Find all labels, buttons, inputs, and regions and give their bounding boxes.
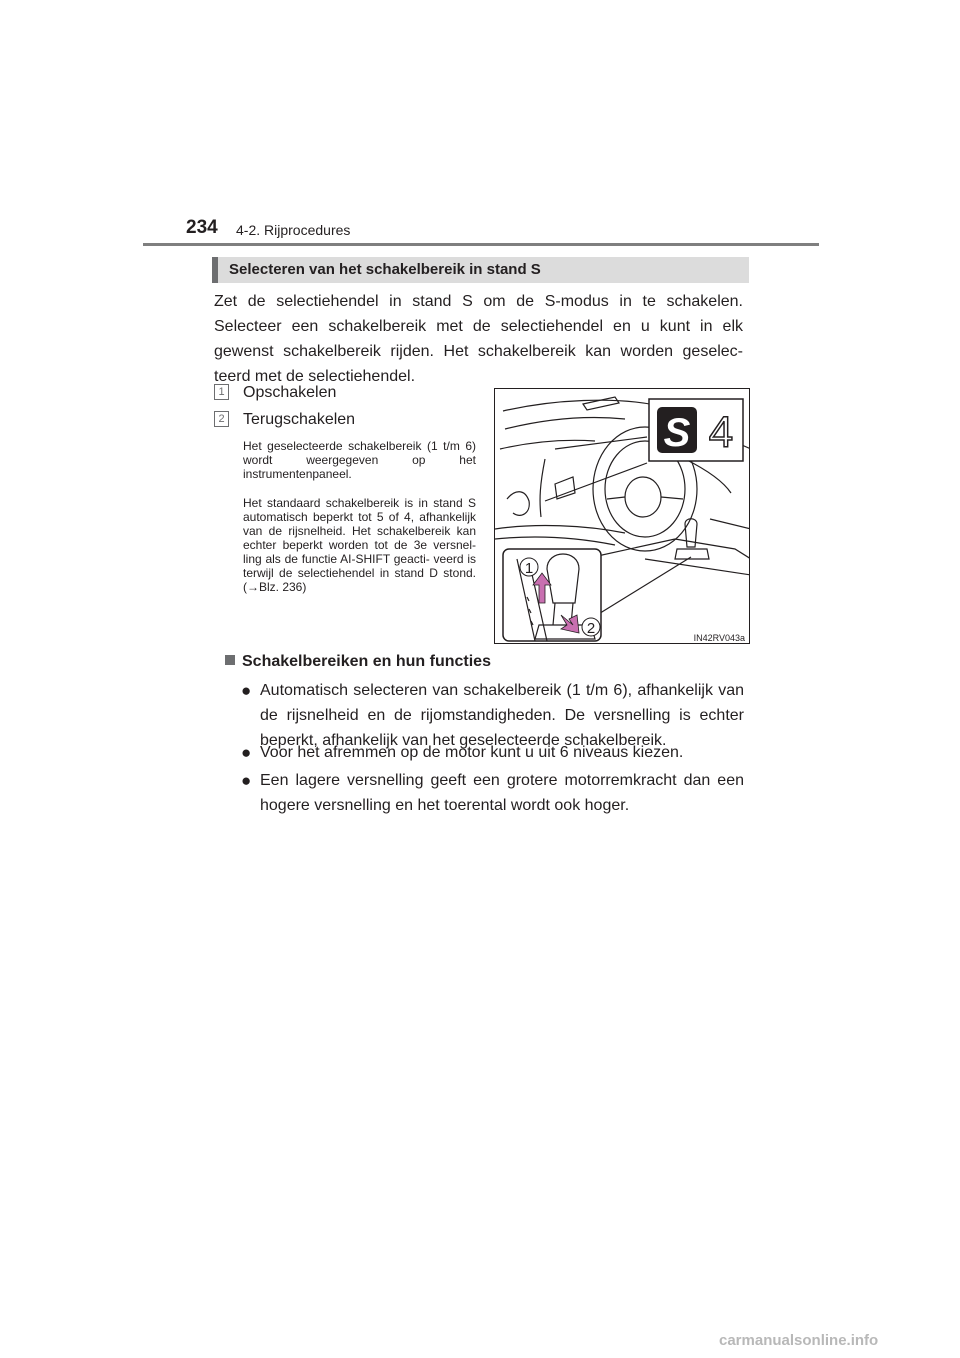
bullet-text: Automatisch selecteren van schakelbereik (1 t/m 6), afhankelijk van de rijsnelheid en de rijomstandigheden. De versnelling is echter beperkt, afhankelijk van het geselecteerde schakelbereik. bbox=[260, 682, 744, 749]
bullet-item bbox=[241, 740, 744, 765]
note-ai-shift: Het standaard schakelbereik is in stand S automatisch beperkt tot 5 of 4, afhankelijk van de rijsnelheid. Het schakelbereik kan echter beperkt worden tot de 3e versnel- ling als de functie AI-SHIFT geacti- veerd is terwijl de selectiehendel in stand D stond. (→Blz. 236) bbox=[243, 496, 476, 594]
bullet-dot-icon: ● bbox=[241, 681, 252, 700]
section-label: 4-2. Rijprocedures bbox=[236, 222, 351, 238]
note-display: Het geselecteerde schakelbereik (1 t/m 6) wordt weergegeven op het instrumentenpaneel. bbox=[243, 439, 476, 481]
bullet-dot-icon: ● bbox=[241, 771, 252, 790]
intro-paragraph: Zet de selectiehendel in stand S om de S-modus in te schakelen. Selecteer een schakelbereik met de selectiehendel en u kunt in elk gewenst schakelbereik rijden. Het schakelbereik kan worden geselec- teerd met de selectiehendel. bbox=[214, 293, 743, 385]
step-number-2: 2 bbox=[214, 411, 229, 427]
bullet-text: Voor het afremmen op de motor kunt u uit 6 niveaus kiezen. bbox=[260, 744, 684, 761]
bullet-dot-icon: ● bbox=[241, 743, 252, 762]
step-upshift bbox=[214, 384, 336, 402]
step-downshift bbox=[214, 411, 355, 429]
watermark: carmanualsonline.info bbox=[719, 1332, 879, 1349]
figure-code: IN42RV043a bbox=[693, 633, 745, 643]
page-number: 234 bbox=[186, 217, 218, 238]
illustration-drawing bbox=[495, 389, 750, 644]
step-number-1: 1 bbox=[214, 384, 229, 400]
indicator-letter: S bbox=[663, 411, 691, 455]
subsection-title: Schakelbereiken en hun functies bbox=[242, 653, 491, 670]
square-bullet-icon bbox=[225, 655, 235, 665]
callout-1: 1 bbox=[524, 560, 534, 577]
section-title: Selecteren van het schakelbereik in stand S bbox=[229, 261, 541, 278]
bullet-item bbox=[241, 768, 744, 818]
step-label-1: Opschakelen bbox=[243, 384, 337, 401]
subsection-heading bbox=[225, 653, 491, 671]
header-rule bbox=[143, 243, 819, 246]
indicator-number: 4 bbox=[708, 408, 734, 457]
bullet-text: Een lagere versnelling geeft een grotere motorremkracht dan een hogere versnelling en het toerental wordt ook hoger. bbox=[260, 772, 744, 814]
shift-lever-illustration bbox=[494, 388, 750, 644]
section-title-box bbox=[212, 257, 749, 283]
callout-2: 2 bbox=[586, 620, 596, 637]
step-label-2: Terugschakelen bbox=[243, 411, 356, 428]
